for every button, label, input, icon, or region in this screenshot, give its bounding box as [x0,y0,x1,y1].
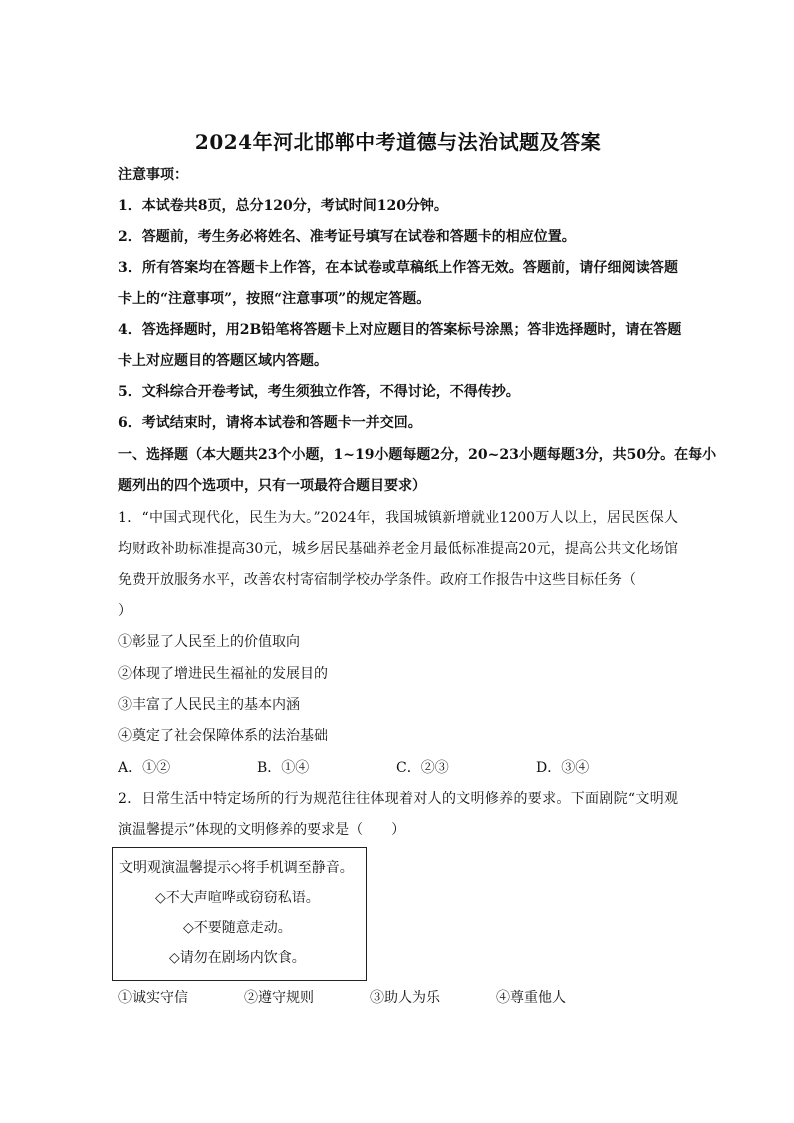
option-b: B．①④ [257,760,310,776]
option-a: A．①② [118,760,171,776]
question-1-line-1: 1．“中国式现代化，民生为大。”2024年，我国城镇新增就业1200万人以上，居民医保人 [118,510,678,526]
question-2-line-1: 2．日常生活中特定场所的行为规范往往体现着对人的文明修养的要求。下面剧院“文明观 [118,791,678,807]
notice-item-6: 6．考试结束时，请将本试卷和答题卡一并交回。 [118,415,422,431]
notice-item-2: 2．答题前，考生务必将姓名、准考证号填写在试卷和答题卡的相应位置。 [118,229,576,245]
q2-statement-3: ③助人为乐 [370,990,440,1006]
question-1-statement-2: ②体现了增进民生福祉的发展目的 [118,666,328,682]
option-d: D．③④ [536,760,590,776]
notice-item-3-cont: 卡上的“注意事项”，按照“注意事项”的规定答题。 [118,291,431,307]
notice-box-line-2: ◇不大声喧哗或窃窃私语。 [155,890,320,906]
question-1-statement-3: ③丰富了人民民主的基本内涵 [118,697,300,713]
q2-statement-1: ①诚实守信 [118,990,188,1006]
section-heading-cont: 题列出的四个选项中，只有一项最符合题目要求） [118,478,426,494]
notice-box-line-1: 文明观演温馨提示◇将手机调至静音。 [119,860,354,876]
notice-box [112,847,367,981]
option-c: C．②③ [396,760,449,776]
notice-box-line-3: ◇不要随意走动。 [183,920,292,936]
notice-heading: 注意事项： [118,167,188,183]
question-1-line-4: ） [118,603,132,619]
notice-item-3: 3．所有答案均在答题卡上作答，在本试卷或草稿纸上作答无效。答题前，请仔细阅读答题 [118,260,678,276]
notice-item-5: 5．文科综合开卷考试，考生须独立作答，不得讨论，不得传抄。 [118,384,520,400]
question-2-line-2: 演温馨提示”体现的文明修养的要求是（ ） [118,822,406,838]
notice-item-4-cont: 卡上对应题目的答题区域内答题。 [118,353,328,369]
question-1-statement-1: ①彰显了人民至上的价值取向 [118,634,300,650]
question-1-line-3: 免费开放服务水平，改善农村寄宿制学校办学条件。政府工作报告中这些目标任务（ [118,572,636,588]
question-1-line-2: 均财政补助标准提高30元，城乡居民基础养老金月最低标准提高20元，提高公共文化场馆 [118,541,678,557]
section-heading: 一、选择题（本大题共23个小题，1~19小题每题2分，20~23小题每题3分，共50分。在每小 [118,447,717,463]
notice-item-4: 4．答选择题时，用2B铅笔将答题卡上对应题目的答案标号涂黑；答非选择题时，请在答题 [118,322,682,338]
q2-statement-4: ④尊重他人 [496,990,566,1006]
notice-box-line-4: ◇请勿在剧场内饮食。 [169,950,306,966]
q2-statement-2: ②遵守规则 [244,990,314,1006]
page-title: 2024年河北邯郸中考道德与法治试题及答案 [194,130,602,154]
question-1-statement-4: ④奠定了社会保障体系的法治基础 [118,728,328,744]
notice-item-1: 1．本试卷共8页，总分120分，考试时间120分钟。 [118,198,448,214]
